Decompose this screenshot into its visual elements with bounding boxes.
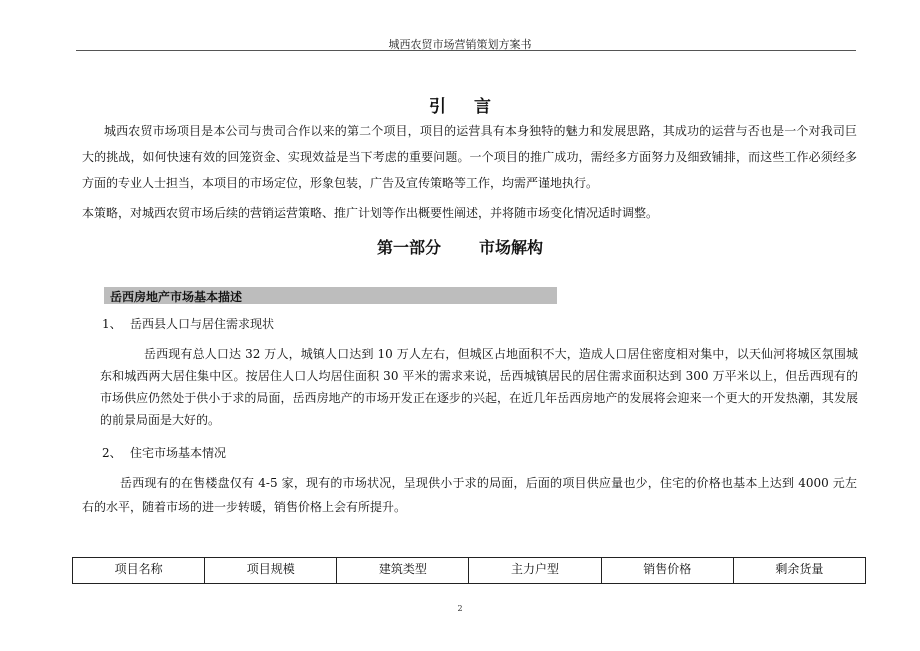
table-header-cell: 项目规模 bbox=[205, 558, 337, 584]
section-title: 岳西房地产市场基本描述 bbox=[110, 290, 243, 304]
intro-paragraph-1: 城西农贸市场项目是本公司与贵司合作以来的第二个项目，项目的运营具有本身独特的魅力和发展思路，其成功的运营与否也是一个对我司巨大的挑战，如何快速有效的回笼资金、实现效益是当下考虑的重要问题。一个项目的推广成功，需经多方面努力及细致铺排，而这些工作必须经多方面的专业人士担当，本项目的市场定位，形象包装，广告及宣传策略等工作，均需严谨地执行。 bbox=[82, 124, 857, 190]
subsection-2-title: 住宅市场基本情况 bbox=[130, 446, 227, 460]
table-header-cell: 建筑类型 bbox=[337, 558, 469, 584]
table-header-cell: 主力户型 bbox=[469, 558, 601, 584]
part-heading bbox=[0, 235, 920, 258]
subsection-2-text: 岳西现有的在售楼盘仅有 4-5 家，现有的市场状况，呈现供小于求的局面，后面的项目供应量也少，住宅的价格也基本上达到 4000 元左右的水平，随着市场的进一步转暖，销售价格上会有所提升。 bbox=[82, 476, 857, 514]
subsection-2-number: 2、 bbox=[102, 446, 122, 460]
part-label: 第一部分 bbox=[376, 238, 441, 257]
subsection-1-number: 1、 bbox=[102, 317, 122, 331]
intro-paragraph-2: 本策略，对城西农贸市场后续的营销运营策略、推广计划等作出概要性阐述，并将随市场变化情况适时调整。 bbox=[82, 206, 659, 220]
page-number: 2 bbox=[457, 604, 463, 613]
subsection-2-heading bbox=[102, 444, 226, 461]
subsection-1-title: 岳西县人口与居住需求现状 bbox=[130, 317, 275, 331]
table-header-cell: 剩余货量 bbox=[733, 558, 865, 584]
header-rule bbox=[76, 50, 856, 51]
part-title: 市场解构 bbox=[479, 238, 544, 257]
subsection-1-heading bbox=[102, 315, 274, 332]
table-header-cell: 项目名称 bbox=[73, 558, 205, 584]
intro-heading: 引言 bbox=[429, 97, 519, 117]
table-header-row bbox=[73, 558, 866, 584]
subsection-1-text: 岳西现有总人口达 32 万人，城镇人口达到 10 万人左右，但城区占地面积不大，造成人口居住密度相对集中，以天仙河将城区氛围城东和城西两大居住集中区。按居住人口人均居住面积 30 平米的需求来说，岳西城镇居民的居住需求面积达到 300 万平米以上，但岳西现有的市场供应仍然处于供小于求的局面，岳西房地产的市场开发正在逐步的兴起，在近几年岳西房地产的发展将会迎来一个更大的开发热潮，其发展的前景局面是大好的。 bbox=[100, 347, 858, 427]
project-table bbox=[72, 557, 866, 584]
table-header-cell: 销售价格 bbox=[601, 558, 733, 584]
page-header: 城西农贸市场营销策划方案书 bbox=[388, 38, 532, 51]
section-title-bar bbox=[104, 287, 557, 304]
